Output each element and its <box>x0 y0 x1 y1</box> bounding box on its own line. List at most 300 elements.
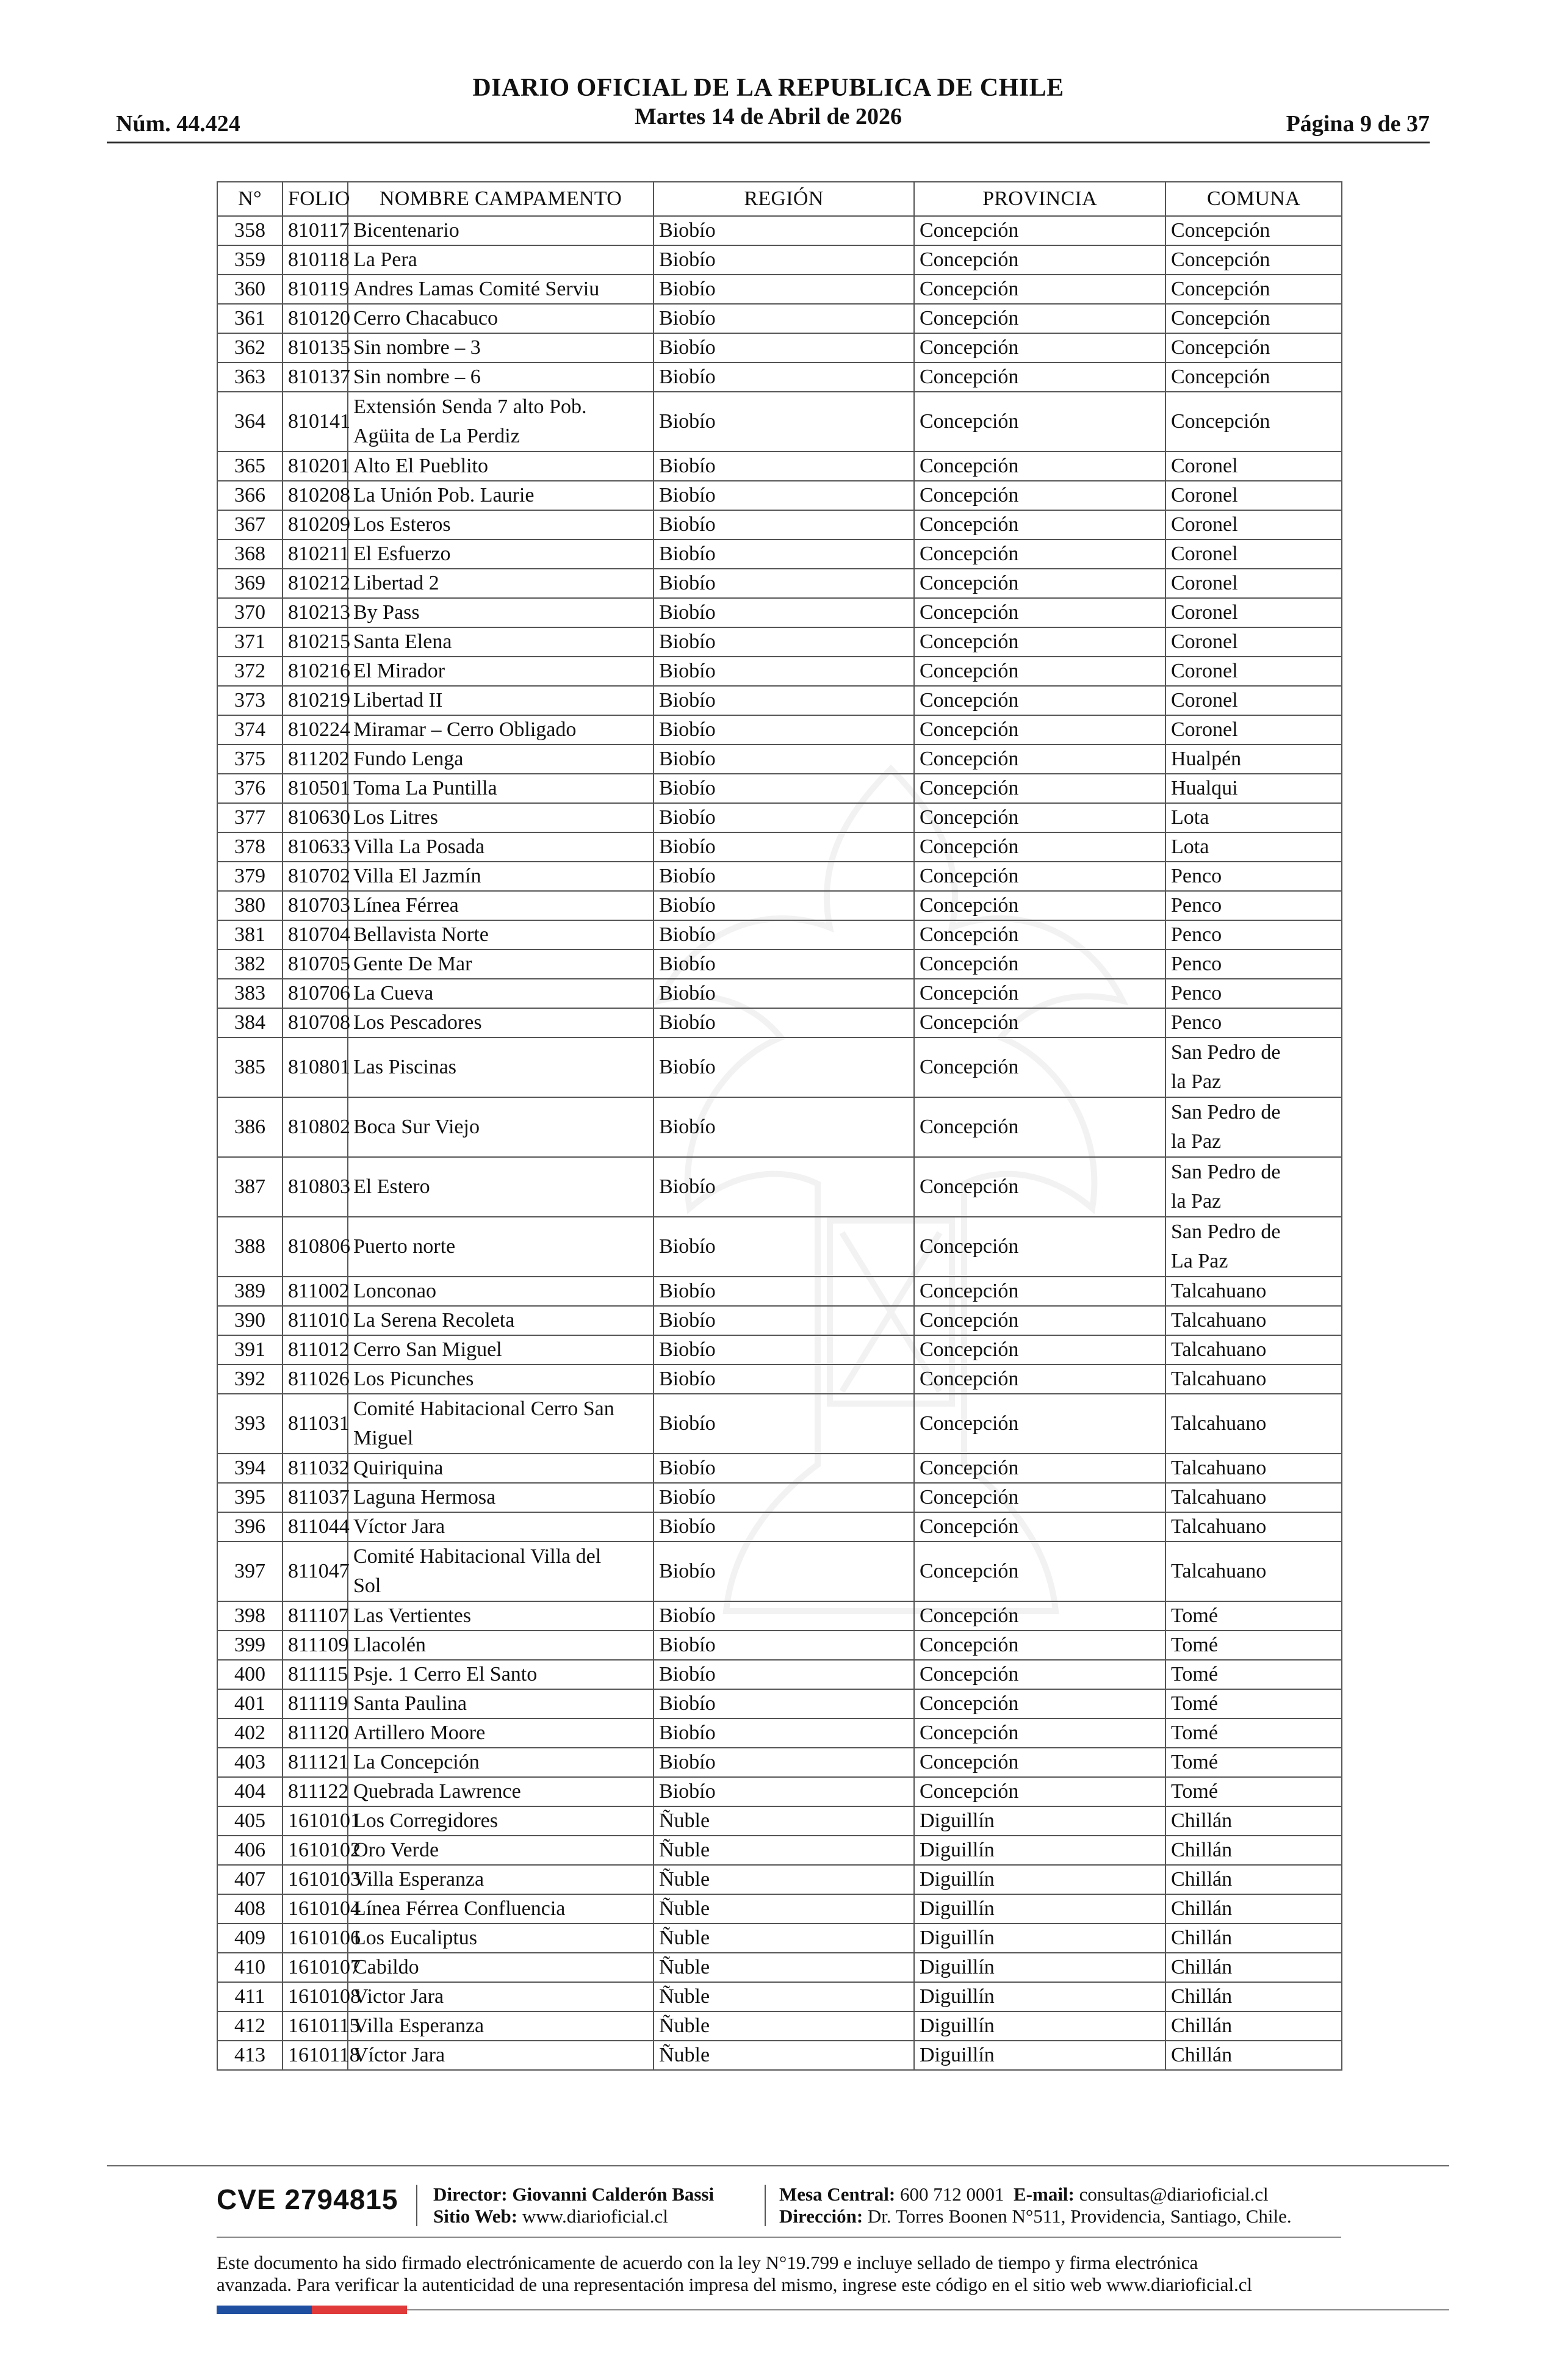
cell-provincia-line: Concepción <box>920 1116 1019 1138</box>
cell-region-line: Biobío <box>659 1116 716 1138</box>
cell-folio <box>283 304 348 333</box>
cell-number-line: 382 <box>234 953 265 975</box>
cell-region <box>654 216 914 245</box>
cell-region-line: Ñuble <box>659 2044 710 2066</box>
issue-number: Núm. 44.424 <box>116 111 240 137</box>
cell-number <box>217 1483 283 1512</box>
cell-provincia-line: Concepción <box>920 366 1019 388</box>
cell-folio-line: 810704 <box>288 923 350 946</box>
cell-nombre-line: Los Corregidores <box>353 1809 499 1832</box>
table-row <box>217 1157 1342 1217</box>
cell-folio-line: 810708 <box>288 1011 350 1034</box>
cell-comuna <box>1165 1982 1342 2011</box>
cell-comuna <box>1165 1217 1342 1277</box>
cell-nombre <box>348 803 654 832</box>
cell-comuna-line: San Pedro de <box>1171 1041 1281 1064</box>
cell-nombre-line: Laguna Hermosa <box>353 1486 496 1509</box>
cell-comuna <box>1165 539 1342 569</box>
cell-comuna <box>1165 627 1342 657</box>
cell-comuna-line: la Paz <box>1171 1130 1222 1153</box>
cell-nombre <box>348 950 654 979</box>
cell-provincia-line: Concepción <box>920 660 1019 682</box>
cell-nombre-line: Toma La Puntilla <box>353 777 497 799</box>
cell-folio <box>283 1306 348 1335</box>
cell-nombre-line: Libertad II <box>353 689 443 712</box>
cell-comuna-line: Hualqui <box>1171 777 1238 799</box>
cell-nombre <box>348 1335 654 1365</box>
cell-region-line: Biobío <box>659 923 716 946</box>
cell-comuna <box>1165 598 1342 627</box>
cell-nombre <box>348 1306 654 1335</box>
cell-region-line: Biobío <box>659 601 716 624</box>
cell-number <box>217 245 283 275</box>
cell-folio-line: 810630 <box>288 806 350 829</box>
flag-stripe-blue <box>217 2306 312 2314</box>
cell-provincia-line: Concepción <box>920 1368 1019 1390</box>
cell-number <box>217 832 283 862</box>
table-row <box>217 569 1342 598</box>
cell-folio <box>283 510 348 539</box>
cell-region <box>654 745 914 774</box>
cell-comuna-line: Concepción <box>1171 410 1270 433</box>
cell-provincia <box>914 891 1165 920</box>
cell-nombre <box>348 245 654 275</box>
cell-nombre <box>348 1008 654 1037</box>
cell-folio <box>283 920 348 950</box>
cell-nombre-line: Libertad 2 <box>353 572 439 594</box>
director-name: Giovanni Calderón Bassi <box>512 2183 715 2205</box>
cell-folio-line: 811044 <box>288 1515 350 1538</box>
cell-region <box>654 979 914 1008</box>
cell-provincia-line: Diguillín <box>920 1927 995 1949</box>
cell-nombre-line: Cabildo <box>353 1956 419 1978</box>
cell-provincia <box>914 481 1165 510</box>
cell-region <box>654 1008 914 1037</box>
cell-provincia <box>914 774 1165 803</box>
cell-region <box>654 304 914 333</box>
cell-number-line: 398 <box>234 1604 265 1627</box>
cell-nombre-line: Boca Sur Viejo <box>353 1116 480 1138</box>
cell-provincia-line: Concepción <box>920 410 1019 433</box>
cell-folio <box>283 1008 348 1037</box>
cell-number-line: 386 <box>234 1116 265 1138</box>
table-row <box>217 686 1342 715</box>
table-row <box>217 1806 1342 1836</box>
cell-nombre-line: Santa Elena <box>353 630 452 653</box>
cell-region-line: Ñuble <box>659 1897 710 1920</box>
cell-number <box>217 452 283 481</box>
table-body <box>217 216 1342 2070</box>
cell-nombre <box>348 1660 654 1689</box>
cell-number <box>217 1512 283 1542</box>
cell-region <box>654 1097 914 1157</box>
cell-comuna <box>1165 1008 1342 1037</box>
table-row <box>217 657 1342 686</box>
cell-provincia <box>914 333 1165 362</box>
cell-region-line: Biobío <box>659 630 716 653</box>
cell-comuna <box>1165 1454 1342 1483</box>
cell-comuna <box>1165 275 1342 304</box>
cell-nombre <box>348 1097 654 1157</box>
cell-folio-line: 811122 <box>288 1780 349 1803</box>
cell-nombre <box>348 1277 654 1306</box>
cell-number-line: 359 <box>234 248 265 271</box>
cell-region <box>654 686 914 715</box>
cell-folio <box>283 1157 348 1217</box>
cell-region <box>654 715 914 745</box>
cell-folio-line: 811202 <box>288 748 350 770</box>
cell-comuna-line: Concepción <box>1171 366 1270 388</box>
cell-folio-line: 810703 <box>288 894 350 917</box>
cell-comuna-line: Coronel <box>1171 689 1238 712</box>
cell-number <box>217 1008 283 1037</box>
cell-provincia <box>914 627 1165 657</box>
cell-provincia <box>914 1097 1165 1157</box>
cell-provincia-line: Concepción <box>920 1692 1019 1715</box>
cell-folio-line: 811119 <box>288 1692 348 1715</box>
table-row <box>217 627 1342 657</box>
cell-comuna <box>1165 1660 1342 1689</box>
table-row <box>217 245 1342 275</box>
cell-folio <box>283 2041 360 2070</box>
cell-number <box>217 1335 283 1365</box>
table-row <box>217 1748 1342 1777</box>
cell-region <box>654 1865 914 1894</box>
cell-comuna-line: Chillán <box>1171 2014 1233 2037</box>
cell-number <box>217 715 283 745</box>
cell-nombre-line: Víctor Jara <box>353 2044 445 2066</box>
cell-nombre-line: Cerro San Miguel <box>353 1338 502 1361</box>
email-link[interactable]: consultas@diarioficial.cl <box>1079 2183 1269 2205</box>
cell-comuna <box>1165 1865 1342 1894</box>
cell-folio <box>283 452 348 481</box>
table-row <box>217 1631 1342 1660</box>
cell-number-line: 358 <box>234 219 265 242</box>
table-row <box>217 1512 1342 1542</box>
cell-nombre <box>348 2041 654 2070</box>
cell-provincia <box>914 1894 1165 1924</box>
cell-number <box>217 803 283 832</box>
cell-nombre-line: Cerro Chacabuco <box>353 307 498 330</box>
cell-region-line: Ñuble <box>659 1927 710 1949</box>
cell-provincia <box>914 304 1165 333</box>
cell-folio-line: 810209 <box>288 513 350 536</box>
cell-comuna-line: Talcahuano <box>1171 1560 1267 1582</box>
table-row <box>217 862 1342 891</box>
cell-number <box>217 1982 283 2011</box>
cell-nombre-line: Villa La Posada <box>353 835 485 858</box>
header-center <box>107 73 1430 131</box>
cell-region-line: Ñuble <box>659 1956 710 1978</box>
cell-number-line: 361 <box>234 307 265 330</box>
cell-folio <box>283 803 348 832</box>
cell-nombre <box>348 2011 654 2041</box>
cell-comuna <box>1165 1777 1342 1806</box>
cell-folio <box>283 1601 348 1631</box>
cell-comuna <box>1165 304 1342 333</box>
cell-nombre-line: El Esfuerzo <box>353 543 451 565</box>
table-row <box>217 392 1342 452</box>
cell-number <box>217 275 283 304</box>
table-row <box>217 1953 1342 1982</box>
cell-nombre <box>348 1217 654 1277</box>
cell-number <box>217 1601 283 1631</box>
cell-comuna <box>1165 1365 1342 1394</box>
cell-number-line: 396 <box>234 1515 265 1538</box>
cell-number-line: 378 <box>234 835 265 858</box>
cell-region-line: Biobío <box>659 1692 716 1715</box>
cell-region-line: Biobío <box>659 1368 716 1390</box>
cell-number <box>217 1748 283 1777</box>
cell-nombre <box>348 1512 654 1542</box>
cell-folio <box>283 362 348 392</box>
cell-comuna-line: Concepción <box>1171 278 1270 300</box>
cell-number <box>217 1394 283 1454</box>
cell-provincia <box>914 1748 1165 1777</box>
cell-comuna-line: Coronel <box>1171 572 1238 594</box>
cell-folio-line: 1610118 <box>288 2044 360 2066</box>
cell-number <box>217 1217 283 1277</box>
cell-comuna-line: Concepción <box>1171 219 1270 242</box>
cell-folio-line: 810224 <box>288 718 350 741</box>
cell-folio-line: 810120 <box>288 307 350 330</box>
cell-region <box>654 362 914 392</box>
cell-comuna-line: Penco <box>1171 923 1222 946</box>
cell-number <box>217 1542 283 1601</box>
cell-number <box>217 745 283 774</box>
cell-provincia <box>914 862 1165 891</box>
cell-comuna <box>1165 979 1342 1008</box>
cell-folio-line: 1610108 <box>288 1985 361 2008</box>
cell-provincia <box>914 1718 1165 1748</box>
cell-provincia <box>914 1217 1165 1277</box>
cell-comuna-line: Chillán <box>1171 1956 1233 1978</box>
cell-provincia <box>914 832 1165 862</box>
cell-region-line: Biobío <box>659 1457 716 1479</box>
table-row <box>217 1924 1342 1953</box>
cell-provincia <box>914 1924 1165 1953</box>
cell-region <box>654 1777 914 1806</box>
cell-folio <box>283 569 348 598</box>
cell-region-line: Ñuble <box>659 1809 710 1832</box>
table-row <box>217 510 1342 539</box>
cell-comuna-line: Coronel <box>1171 601 1238 624</box>
cell-number <box>217 1097 283 1157</box>
cell-nombre <box>348 1836 654 1865</box>
table-row <box>217 2011 1342 2041</box>
cell-folio <box>283 1394 348 1454</box>
cell-folio-line: 811026 <box>288 1368 350 1390</box>
cell-comuna-line: Chillán <box>1171 1868 1233 1891</box>
cell-provincia-line: Concepción <box>920 894 1019 917</box>
cell-comuna <box>1165 216 1342 245</box>
cell-number-line: 412 <box>234 2014 265 2037</box>
director-label: Director: <box>433 2183 508 2205</box>
cell-folio <box>283 1894 361 1924</box>
cell-comuna <box>1165 657 1342 686</box>
cve-code: CVE 2794815 <box>217 2183 398 2215</box>
cell-number <box>217 216 283 245</box>
cell-folio-line: 811037 <box>288 1486 350 1509</box>
cell-number <box>217 1894 283 1924</box>
cell-number <box>217 510 283 539</box>
cell-provincia-line: Concepción <box>920 484 1019 507</box>
address-value: Dr. Torres Boonen N°511, Providencia, Santiago, Chile. <box>867 2205 1292 2227</box>
cell-nombre-line: Villa Esperanza <box>353 2014 484 2037</box>
cell-comuna <box>1165 950 1342 979</box>
cell-comuna <box>1165 745 1342 774</box>
cell-region <box>654 452 914 481</box>
cell-number-line: 360 <box>234 278 265 300</box>
cell-nombre-line: Quiriquina <box>353 1457 444 1479</box>
cell-region-line: Biobío <box>659 1175 716 1198</box>
cell-number-line: 392 <box>234 1368 265 1390</box>
cell-nombre <box>348 1718 654 1748</box>
cell-number-line: 404 <box>234 1780 265 1803</box>
cell-nombre-line: Miramar – Cerro Obligado <box>353 718 577 741</box>
cell-folio <box>283 745 348 774</box>
cell-region-line: Biobío <box>659 543 716 565</box>
cell-number-line: 387 <box>234 1175 265 1198</box>
cell-comuna-line: San Pedro de <box>1171 1101 1281 1123</box>
cell-comuna-line: Tomé <box>1171 1780 1218 1803</box>
cell-comuna <box>1165 1718 1342 1748</box>
cell-nombre-line: Los Eucaliptus <box>353 1927 478 1949</box>
cell-nombre <box>348 1777 654 1806</box>
cell-folio <box>283 862 348 891</box>
cell-number-line: 400 <box>234 1663 265 1686</box>
cell-folio-line: 810141 <box>288 410 350 433</box>
cell-provincia-line: Concepción <box>920 1309 1019 1332</box>
cell-number-line: 363 <box>234 366 265 388</box>
cell-region-line: Biobío <box>659 1515 716 1538</box>
cell-folio <box>283 1689 348 1718</box>
cell-nombre <box>348 920 654 950</box>
cell-nombre-line: Alto El Pueblito <box>353 455 488 477</box>
header-divider <box>107 142 1430 143</box>
cell-region <box>654 1660 914 1689</box>
web-link[interactable]: www.diarioficial.cl <box>522 2205 668 2227</box>
cell-provincia <box>914 1953 1165 1982</box>
cell-folio <box>283 1365 348 1394</box>
cell-number <box>217 1454 283 1483</box>
cell-number <box>217 362 283 392</box>
cell-comuna-line: Tomé <box>1171 1722 1218 1744</box>
table-row <box>217 362 1342 392</box>
cell-comuna <box>1165 1157 1342 1217</box>
cell-nombre <box>348 1037 654 1097</box>
footer-divider <box>217 2237 1341 2238</box>
table-row <box>217 950 1342 979</box>
cell-region-line: Biobío <box>659 1235 716 1258</box>
table-header-row <box>217 182 1342 216</box>
cell-folio-line: 811012 <box>288 1338 350 1361</box>
cell-provincia <box>914 1157 1165 1217</box>
cell-provincia-line: Concepción <box>920 1011 1019 1034</box>
cell-provincia <box>914 1394 1165 1454</box>
cell-region-line: Biobío <box>659 835 716 858</box>
director-info <box>433 2183 714 2227</box>
cell-provincia <box>914 715 1165 745</box>
cell-comuna <box>1165 774 1342 803</box>
cell-nombre-line: Sin nombre – 6 <box>353 366 481 388</box>
cell-number-line: 393 <box>234 1412 265 1435</box>
cell-number <box>217 598 283 627</box>
table-row <box>217 832 1342 862</box>
cell-nombre-line: Bicentenario <box>353 219 459 242</box>
cell-comuna-line: Talcahuano <box>1171 1309 1267 1332</box>
cell-folio-line: 1610115 <box>288 2014 360 2037</box>
cell-number <box>217 1865 283 1894</box>
cell-comuna <box>1165 862 1342 891</box>
cell-nombre <box>348 1631 654 1660</box>
cell-region <box>654 1512 914 1542</box>
cell-region-line: Biobío <box>659 982 716 1004</box>
cell-folio <box>283 1631 348 1660</box>
cell-provincia-line: Concepción <box>920 953 1019 975</box>
table-row <box>217 1689 1342 1718</box>
cell-provincia <box>914 452 1165 481</box>
cell-region-line: Biobío <box>659 1486 716 1509</box>
cell-number-line: 390 <box>234 1309 265 1332</box>
cell-region <box>654 245 914 275</box>
cell-number-line: 409 <box>234 1927 265 1949</box>
cell-folio-line: 811002 <box>288 1280 350 1302</box>
cell-folio <box>283 481 348 510</box>
cell-provincia-line: Concepción <box>920 1751 1019 1773</box>
table-row <box>217 333 1342 362</box>
cell-provincia-line: Concepción <box>920 278 1019 300</box>
cell-folio-line: 811010 <box>288 1309 350 1332</box>
cell-comuna-line: Penco <box>1171 953 1222 975</box>
cell-number-line: 376 <box>234 777 265 799</box>
cell-nombre <box>348 715 654 745</box>
col-header-region: REGIÓN <box>654 182 914 216</box>
footer-separator <box>765 2185 766 2226</box>
cell-provincia-line: Concepción <box>920 336 1019 359</box>
cell-number-line: 399 <box>234 1634 265 1656</box>
cell-number-line: 373 <box>234 689 265 712</box>
cell-nombre-line: Andres Lamas Comité Serviu <box>353 278 600 300</box>
cell-comuna <box>1165 1335 1342 1365</box>
cell-number <box>217 1718 283 1748</box>
table-row <box>217 803 1342 832</box>
cell-provincia <box>914 510 1165 539</box>
cell-number <box>217 1631 283 1660</box>
cell-comuna-line: Lota <box>1171 835 1209 858</box>
cell-region <box>654 333 914 362</box>
cell-nombre-line: Las Piscinas <box>353 1056 457 1078</box>
cell-nombre-line: Sin nombre – 3 <box>353 336 481 359</box>
cell-folio-line: 1610103 <box>288 1868 361 1891</box>
cell-region <box>654 803 914 832</box>
cell-provincia-line: Concepción <box>920 1486 1019 1509</box>
cell-provincia <box>914 1689 1165 1718</box>
table-row <box>217 275 1342 304</box>
cell-provincia-line: Concepción <box>920 1663 1019 1686</box>
cell-number-line: 403 <box>234 1751 265 1773</box>
cell-folio-line: 810211 <box>288 543 350 565</box>
cell-comuna <box>1165 1037 1342 1097</box>
cell-provincia <box>914 1660 1165 1689</box>
cell-folio-line: 811047 <box>288 1560 350 1582</box>
cell-number-line: 370 <box>234 601 265 624</box>
cell-folio-line: 810633 <box>288 835 350 858</box>
cell-region-line: Biobío <box>659 1722 716 1744</box>
cell-folio <box>283 1097 348 1157</box>
cell-region <box>654 1365 914 1394</box>
cell-folio-line: 810702 <box>288 865 350 887</box>
